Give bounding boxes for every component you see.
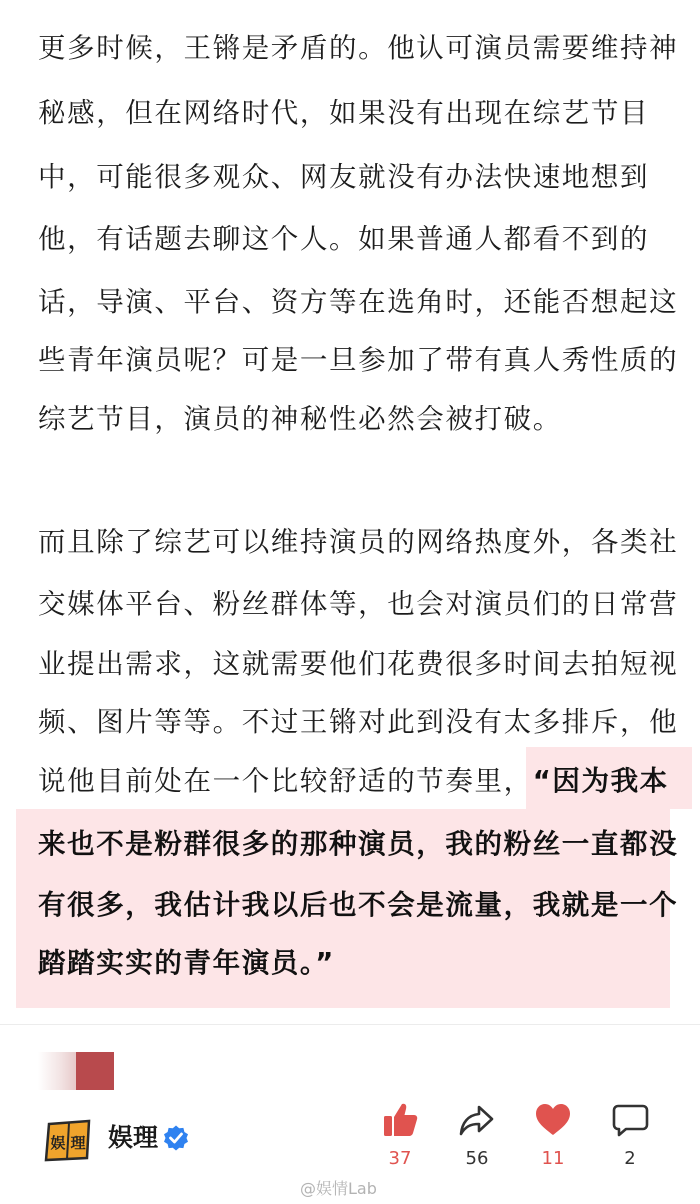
paragraph-line: 秘感，但在网络时代，如果没有出现在综艺节目 [38,97,650,129]
thumbnail-left [38,1052,76,1090]
heart-button[interactable] [523,1100,583,1180]
paragraph-line: 话，导演、平台、资方等在选角时，还能否想起这 [38,286,679,318]
paragraph-line: 他，有话题去聊这个人。如果普通人都看不到的 [38,223,650,255]
paragraph-line: 些青年演员呢？可是一旦参加了带有真人秀性质的 [38,344,679,376]
share-count: 56 [465,1148,489,1169]
watermark-text: @娱情Lab [300,1179,377,1198]
quote-line: 有很多，我估计我以后也不会是流量，我就是一个 [38,889,679,921]
like-count: 37 [388,1148,412,1169]
section-divider [0,1024,700,1025]
verified-badge-icon [162,1124,190,1152]
comment-button[interactable] [600,1100,660,1180]
heart-icon [533,1100,573,1140]
paragraph-line: 而且除了综艺可以维持演员的网络热度外，各类社 [38,526,679,558]
logo-char-2: 理 [70,1134,86,1152]
share-arrow-icon [457,1100,497,1140]
author-logo[interactable] [42,1118,92,1162]
paragraph-text: 说他目前处在一个比较舒适的节奏里， [38,765,533,797]
share-button[interactable] [447,1100,507,1180]
quote-line: 来也不是粉群很多的那种演员，我的粉丝一直都没 [38,828,679,860]
paragraph-line: 频、图片等等。不过王锵对此到没有太多排斥，他 [38,706,679,738]
paragraph-line: 综艺节目，演员的神秘性必然会被打破。 [38,403,562,435]
paragraph-line: 业提出需求，这就需要他们花费很多时间去拍短视 [38,648,679,680]
quote-line: 踏踏实实的青年演员。” [38,947,335,979]
quote-text: “因为我本 [532,765,669,797]
color-thumbnail[interactable] [38,1052,114,1090]
logo-char-1: 娱 [50,1134,66,1152]
paragraph-line: 更多时候，王锵是矛盾的。他认可演员需要维持神 [38,32,679,64]
paragraph-line: 交媒体平台、粉丝群体等，也会对演员们的日常营 [38,588,679,620]
like-button[interactable] [370,1100,430,1180]
paragraph-line: 中，可能很多观众、网友就没有办法快速地想到 [38,161,650,193]
thumbnail-right [76,1052,114,1090]
author-logo-icon [42,1118,92,1162]
thumbs-up-icon [380,1100,420,1140]
comment-count: 2 [624,1148,636,1169]
paragraph-line-with-quote [38,764,669,798]
heart-count: 11 [541,1148,565,1169]
comment-bubble-icon [610,1100,650,1140]
author-name[interactable]: 娱理 [108,1123,159,1152]
